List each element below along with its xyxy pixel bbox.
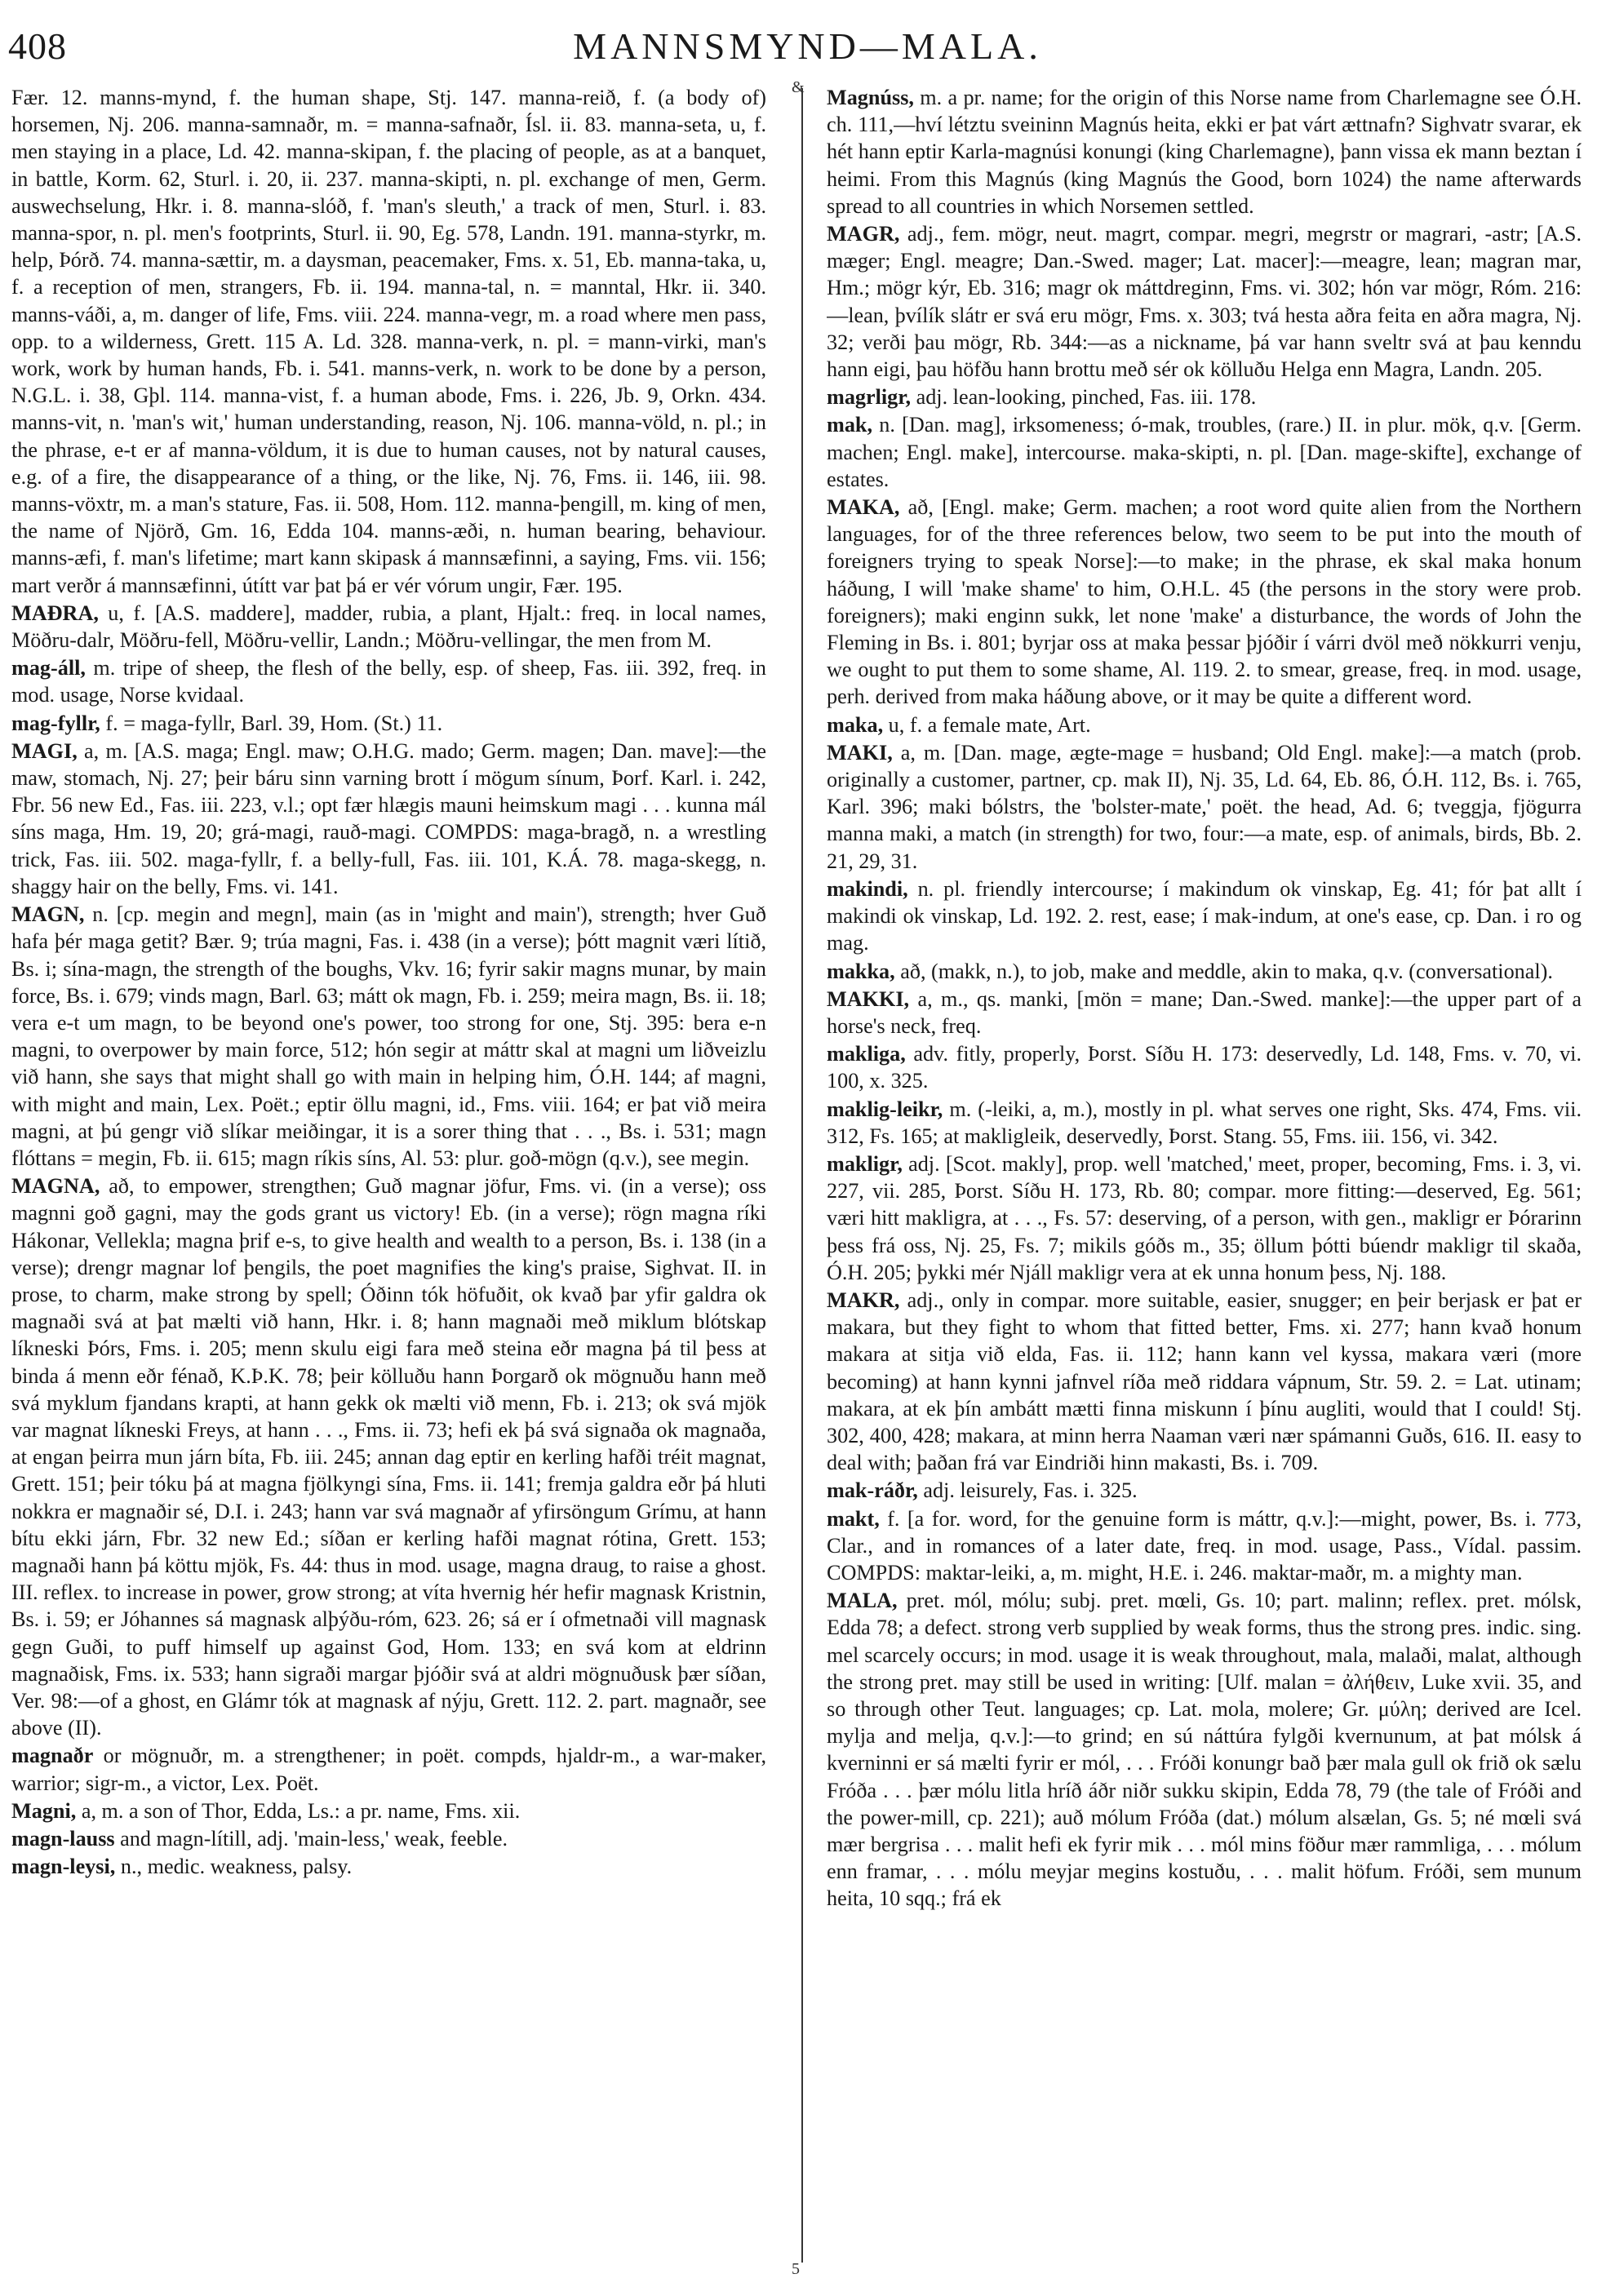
entry-text: að, [Engl. make; Germ. machen; a root word quite alien from the Northern languages, for of the three references below, two seem to be put into the mouth of foreigners trying to speak Norse]:—to make; in the phrase, ek skal maka honum háðung, I will 'make shame' to him, O.H.L. 45 (the persons in the story were prob. foreigners); maki enginn sukk, let none 'make' a disturbance, the words of John the Fleming in Bs. i. 801; byrjar oss at maka þessar þjóðir í várri dvöl með nökkurri venju, we ought to put them to some shame, Al. 119. 2. to smear, grease, freq. in mod. usage, perh. derived from maka háðung above, or it may be quite a different word. <box>827 495 1582 709</box>
entry-text: adj., only in compar. more suitable, easier, snugger; en þeir berjask er þat er makara, but they fight to whom that fitted better, Fms. xi. 277; hann kvað honum makara at sitja við elda, Fas. ii. 112; hann kann vel kyssa, makara væri (more becoming) at hann kynni jafnvel ríða með riddara vápnum, Str. 59. 2. = Lat. utinam; makara, at ek þín ambátt mætti finna miskunn í þínu augliti, would that I could! Stj. 302, 400, 428; makara, at minn herra Naaman væri nær spámanni Guðs, 616. II. easy to deal with; þaðan frá var Eindriði hinn makasti, Bs. i. 709. <box>827 1288 1582 1475</box>
dictionary-entry <box>827 1040 1582 1094</box>
dictionary-entry <box>11 600 766 654</box>
dictionary-entry <box>11 84 766 599</box>
entry-text: a, m. [Dan. mage, ægte-mage = husband; Old Engl. make]:—a match (prob. originally a customer, partner, cp. mak II), Nj. 35, Ld. 64, Eb. 86, Ó.H. 112, Bs. i. 765, Karl. 396; maki bólstrs, the 'bolster-mate,' poët. the head, Ad. 6; tveggja, fjögurra manna maki, a match (in strength) for two, four:—a mate, esp. of animals, birds, Bb. 2. 21, 29, 31. <box>827 740 1582 873</box>
entry-text: adj., fem. mögr, neut. magrt, compar. megri, megrstr or magrari, -astr; [A.S. mæger; Engl. meagre; Dan.-Swed. mager; Lat. macer]:—meagre, lean; magran mar, Hm.; mögr kýr, Eb. 316; magr ok máttdreginn, Fms. vi. 302; hón var mögr, Róm. 216:—lean, þvílík slátr er svá eru mögr, Fms. x. 303; tvá hesta aðra feita en aðra magra, Nj. 32; verði þau mögr, Rb. 344:—as a nickname, þá var hann sveltr svá at þau kenndu hann eigi, þau höfðu hann brottu með sér ok kölluðu Helga enn Magra, Landn. 205. <box>827 222 1582 382</box>
entry-headword: makligr, <box>827 1151 903 1176</box>
dictionary-entry <box>827 84 1582 219</box>
page-number: 408 <box>8 25 67 67</box>
entry-text: f. [a for. word, for the genuine form is máttr, q.v.]:—might, power, Bs. i. 773, Clar., and in romances of a later date, freq. in mod. usage, Pass., Vídal. passim. COMPDS: maktar-leiki, a, m. might, H.E. i. 246. maktar-maðr, m. a mighty man. <box>827 1506 1582 1585</box>
margin-mark-top: & <box>792 78 805 96</box>
dictionary-entry <box>11 1825 766 1852</box>
dictionary-entry <box>827 1587 1582 1912</box>
entry-headword: mag-áll, <box>11 656 86 680</box>
dictionary-entry <box>827 494 1582 711</box>
entry-text: Fær. 12. manns-mynd, f. the human shape, Stj. 147. manna-reið, f. (a body of) horsemen, Nj. 206. manna-samnaðr, m. = manna-safnaðr, Ísl. ii. 83. manna-seta, u, f. men staying in a place, Ld. 42. manna-skipan, f. the placing of people, as at a banquet, in battle, Korm. 62, Sturl. i. 20, ii. 237. manna-skipti, n. pl. exchange of men, Germ. auswechselung, Hkr. i. 8. manna-slóð, f. 'man's sleuth,' a track of men, Sturl. i. 83. manna-spor, n. pl. men's footprints, Sturl. ii. 90, Eg. 578, Landn. 191. manna-styrkr, m. help, Þórð. 74. manna-sættir, m. a daysman, peacemaker, Fms. x. 51, Eb. manna-taka, u, f. a reception of men, strangers, Fb. ii. 194. manna-tal, n. = manntal, Hkr. ii. 340. manns-váði, a, m. danger of life, Fms. viii. 224. manna-vegr, m. a road where men pass, opp. to a wilderness, Grett. 115 A. Ld. 328. manna-verk, n. pl. = mann-virki, man's work, work by human hands, Fb. i. 541. manns-verk, n. work to be done by a person, N.G.L. i. 38, Gþl. 114. manna-vist, f. a human abode, Fms. i. 226, Jb. 9, Orkn. 434. manns-vit, n. 'man's wit,' human understanding, reason, Nj. 106. manna-völd, n. pl.; in the phrase, e-t er af manna-völdum, it is due to human causes, not by natural causes, e.g. of a fire, the disappearance of a thing, or the like, Nj. 76, Fms. ii. 146, iii. 98. manns-vöxtr, m. a man's stature, Fas. ii. 508, Hom. 112. manna-þengill, m. king of men, the name of Njörð, Gm. 16, Edda 104. manns-æði, n. human bearing, behaviour. manns-æfi, f. man's lifetime; mart kann skipask á mannsæfinni, a saying, Fms. vii. 156; mart verðr á mannsæfinni, útítt var þat þá er vér vórum ungir, Fær. 195. <box>11 86 766 597</box>
entry-headword: MAKI, <box>827 740 893 765</box>
dictionary-entry <box>11 901 766 1172</box>
entry-text: adj. [Scot. makly], prop. well 'matched,' meet, proper, becoming, Fms. i. 3, vi. 227, vii. 285, Þorst. Síðu H. 173, Rb. 80; compar. more fitting:—deserved, Eg. 561; væri hitt makligra, at . . ., Fs. 57: deserving, of a person, with gen., makligr er Þórarinn þess frá oss, Nj. 25, Fs. 7; mikils góðs m., 35; öllum þótti búendr makligr til skaða, Ó.H. 205; þykki mér Njáll makligr vera at ek unna honum þess, Nj. 188. <box>827 1151 1582 1284</box>
entry-headword: magn-lauss <box>11 1827 115 1851</box>
entry-text: n., medic. weakness, palsy. <box>115 1855 353 1879</box>
entry-headword: MAÐRA, <box>11 601 99 625</box>
entry-text: n. pl. friendly intercourse; í makindum ok vinskap, Eg. 41; fór þat allt í makindi ok vinskap, Ld. 192. 2. rest, ease; í mak-indum, at one's ease, cp. Dan. i ro og mag. <box>827 876 1582 955</box>
entry-headword: mak-ráðr, <box>827 1478 918 1503</box>
dictionary-entry <box>827 711 1582 738</box>
entry-headword: MAKA, <box>827 495 900 520</box>
entry-headword: MAGI, <box>11 738 78 763</box>
entry-headword: makliga, <box>827 1042 906 1066</box>
entry-text: a, m. [A.S. maga; Engl. maw; O.H.G. mado; Germ. magen; Dan. mave]:—the maw, stomach, Nj. 27; þeir báru sinn varning brott í mögum sínum, Þorf. Karl. i. 242, Fbr. 56 new Ed., Fas. iii. 223, v.l.; opt fær hlægis mauni heimskum magi . . . kunna mál síns maga, Hm. 19, 20; grá-magi, rauð-magi. COMPDS: maga-bragð, n. a wrestling trick, Fas. iii. 502. maga-fyllr, f. a belly-full, Fas. iii. 101, K.Á. 78. maga-skegg, n. shaggy hair on the belly, Fms. vi. 141. <box>11 738 766 898</box>
margin-mark-bottom: 5 <box>792 2260 800 2278</box>
column-divider <box>801 88 803 2263</box>
dictionary-entry <box>827 739 1582 875</box>
entry-headword: magnaðr <box>11 1744 94 1768</box>
dictionary-entry <box>827 220 1582 383</box>
entry-text: adj. leisurely, Fas. i. 325. <box>917 1478 1138 1503</box>
entry-headword: MAGNA, <box>11 1174 100 1199</box>
dictionary-entry <box>827 1287 1582 1476</box>
running-head: MANNSMYND—MALA. <box>573 25 1042 67</box>
entry-headword: Magnúss, <box>827 86 914 109</box>
entry-text: u, f. a female mate, Art. <box>883 712 1091 737</box>
entry-headword: magrligr, <box>827 385 912 410</box>
entry-text: að, to empower, strengthen; Guð magnar jöfur, Fms. vi. (in a verse); oss magnni goð gagni, may the gods grant us victory! Eb. (in a verse); rögn magna ríki Hákonar, Vellekla; magna þrif e-s, to give health and wealth to a person, Bs. i. 138 (in a verse); drengr magnar lof þengils, the poet magnifies the king's praise, Sighvat. II. in prose, to charm, make strong by spell; Óðinn tók höfuðit, ok kvað þar yfir galdra ok magnaði svá at þat mælti við hann, Hkr. i. 8; hann magnaði með miklum blótskap líkneski Þórs, Fms. i. 205; menn skulu eigi fara með steina eðr magna þá til þess at binda á menn eðr fénað, K.Þ.K. 78; þeir kölluðu hann Þorgarð ok mögnuðu hann með svá myklum fjandans krapti, at hann gekk ok mælti við menn, Fb. i. 213; ok svá mjök var magnat líkneski Freys, at hann . . ., Fms. ii. 73; hefi ek þá svá signaða ok magnaða, at engan þeirra mun járn bíta, Fb. iii. 245; annan dag eptir en kerling hafði tréit magnat, Grett. 151; þeir tóku þá at magna fjölkyngi sína, Fms. ii. 141; fremja galdra eðr þá hluti nokkra er magnaðir sé, D.I. i. 243; hann var svá magnaðr af yfirsöngum Grímu, at hann bítu ekki járn, Fbr. 32 new Ed.; síðan er kerling hafði magnat rótina, Grett. 153; magnaði hann þá köttu mjök, Fs. 44: thus in mod. usage, magna draug, to raise a ghost. III. reflex. to increase in power, grow strong; at víta hvernig hér hefir magnask Kristnin, Bs. i. 59; er Jóhannes sá magnask alþýðu-róm, 623. 26; sá er í ofmetnaði vill magnask gegn Guði, to puff himself up against God, Hom. 133; en svá kom at eldrinn magnaðisk, Fms. ix. 533; hann sigraði margar þjóðir svá at aldri mögnuðusk þær síðan, Ver. 98:—of a ghost, en Glámr tók at magnask af nýju, Grett. 112. 2. part. magnaðr, see above (II). <box>11 1174 766 1740</box>
dictionary-entry <box>827 1096 1582 1150</box>
entry-text: að, (makk, n.), to job, make and meddle, akin to maka, q.v. (conversational). <box>894 959 1553 983</box>
dictionary-entry <box>11 1797 766 1824</box>
entry-headword: maka, <box>827 712 884 737</box>
dictionary-entry <box>827 958 1582 985</box>
dictionary-entry <box>11 710 766 737</box>
entry-text: a, m. a son of Thor, Edda, Ls.: a pr. name, Fms. xii. <box>76 1798 521 1823</box>
entry-headword: makindi, <box>827 876 908 901</box>
entry-text: f. = maga-fyllr, Barl. 39, Hom. (St.) 11. <box>100 711 443 735</box>
dictionary-entry <box>11 1742 766 1796</box>
entry-headword: MAGN, <box>11 902 85 927</box>
left-column <box>11 84 766 2271</box>
dictionary-entry <box>827 1477 1582 1504</box>
entry-headword: MAKR, <box>827 1288 900 1312</box>
entry-headword: maklig-leikr, <box>827 1097 943 1121</box>
entry-headword: makt, <box>827 1506 880 1531</box>
page-header <box>0 0 1615 73</box>
entry-headword: mag-fyllr, <box>11 711 100 735</box>
dictionary-entry <box>827 986 1582 1039</box>
entry-text: m. tripe of sheep, the flesh of the belly, esp. of sheep, Fas. iii. 392, freq. in mod. usage, Norse kvidaal. <box>11 656 766 707</box>
entry-text: n. [Dan. mag], irksomeness; ó-mak, troubles, (rare.) II. in plur. mök, q.v. [Germ. machen; Engl. make], intercourse. maka-skipti, n. pl. [Dan. mage-skifte], exchange of estates. <box>827 413 1582 491</box>
dictionary-entry <box>11 738 766 900</box>
entry-text: n. [cp. megin and megn], main (as in 'might and main'), strength; hver Guð hafa þér maga getit? Bær. 9; trúa magni, Fas. i. 438 (in a verse); þótt magnit væri lítið, Bs. i; sína-magn, the strength of the boughs, Vkv. 16; fyrir sakir magns munar, by main force, Bs. i. 679; vinds magn, Barl. 63; mátt ok magn, Fb. i. 259; meira magn, Bs. ii. 18; vera e-t um magn, to be beyond one's power, too strong for one, Stj. 395: bera e-n magni, to overpower by main force, 512; hón segir at máttr skal at magni um liðveizlu við hann, she says that might shall go with main in helping him, Ó.H. 144; af magni, with might and main, Lex. Poët.; eptir öllu magni, id., Fms. viii. 164; er þat við meira magni, at þú gengr við slíkar meiðingar, it is a sorer thing that . . ., Bs. i. 531; magn flóttans = megin, Fb. ii. 615; magn ríkis síns, Al. 53: plur. goð-mögn (q.v.), see megin. <box>11 902 766 1170</box>
entry-text: or mögnuðr, m. a strengthener; in poët. compds, hjaldr-m., a war-maker, warrior; sigr-m., a victor, Lex. Poët. <box>11 1744 766 1795</box>
dictionary-entry <box>11 654 766 708</box>
entry-headword: MALA, <box>827 1589 898 1613</box>
dictionary-entry <box>827 1505 1582 1587</box>
entry-headword: magn-leysi, <box>11 1855 116 1879</box>
entry-text: m. (-leiki, a, m.), mostly in pl. what serves one right, Sks. 474, Fms. vii. 312, Fs. 165; at makligleik, deservedly, Þorst. Stang. 55, Fms. iii. 156, vi. 342. <box>827 1097 1582 1148</box>
entry-text: u, f. [A.S. maddere], madder, rubia, a plant, Hjalt.: freq. in local names, Möðru-dalr, Möðru-fell, Möðru-vellir, Landn.; Möðru-vellingar, the men from M. <box>11 601 766 653</box>
dictionary-entry <box>827 875 1582 957</box>
entry-headword: makka, <box>827 959 895 983</box>
entry-headword: MAKKI, <box>827 986 910 1011</box>
entry-headword: MAGR, <box>827 222 900 246</box>
entry-text: a, m., qs. manki, [mön = mane; Dan.-Swed. manke]:—the upper part of a horse's neck, freq. <box>827 986 1582 1038</box>
right-column <box>827 84 1582 2271</box>
dictionary-entry <box>11 1853 766 1880</box>
dictionary-entry <box>11 1172 766 1741</box>
entry-text: adj. lean-looking, pinched, Fas. iii. 178. <box>911 385 1257 410</box>
dictionary-entry <box>827 383 1582 410</box>
entry-text: m. a pr. name; for the origin of this Norse name from Charlemagne see Ó.H. ch. 111,—hví létztu sveininn Magnús heita, ekki er þat várt ættnafn? Sighvatr svarar, ek hét hann eptir Karla-magnúsi konungi (king Charlemagne), þann vissa ek mann beztan í heimi. From this Magnús (king Magnús the Good, born 1024) the name afterwards spread to all countries in which Norsemen settled. <box>827 86 1582 218</box>
entry-headword: Magni, <box>11 1798 77 1823</box>
dictionary-entry <box>827 1150 1582 1286</box>
entry-text: and magn-lítill, adj. 'main-less,' weak, feeble. <box>114 1827 508 1851</box>
entry-headword: mak, <box>827 413 873 437</box>
entry-text: adv. fitly, properly, Þorst. Síðu H. 173: deservedly, Ld. 148, Fms. v. 70, vi. 100, x. 325. <box>827 1042 1582 1093</box>
dictionary-entry <box>827 411 1582 493</box>
entry-text: pret. mól, mólu; subj. pret. mœli, Gs. 10; part. malinn; reflex. pret. mólsk, Edda 78; a defect. strong verb supplied by weak forms, thus the strong pres. indic. sing. mel scarcely occurs; in mod. usage it is weak throughout, mala, malaði, malat, although the strong pret. may still be used in writing: [Ulf. malan = ἀλήθειν, Luke xvii. 35, and so through other Teut. languages; cp. Lat. mola, molere; Gr. μύλη; derived are Icel. mylja and melja, q.v.]:—to grind; en sú náttúra fylgði kvernunum, at þat mólsk á kverninni er sá mælti fyrir er mól, . . . Fróði konungr bað þær mala gull ok frið ok sælu Fróða . . . þær mólu litla hríð áðr niðr sukku skipin, Edda 78, 79 (the tale of Fróði and the power-mill, cp. 221); auð mólum Fróða (dat.) mólum alsælan, Gs. 5; né mœli svá mær bergrisa . . . malit hefi ek fyrir mik . . . mól mins föður mær rammliga, . . . mólum enn framar, . . . mólu meyjar megins kostuðu, . . . malit höfum. Fróði, sem munum heita, 10 sqq.; frá ek <box>827 1589 1582 1911</box>
